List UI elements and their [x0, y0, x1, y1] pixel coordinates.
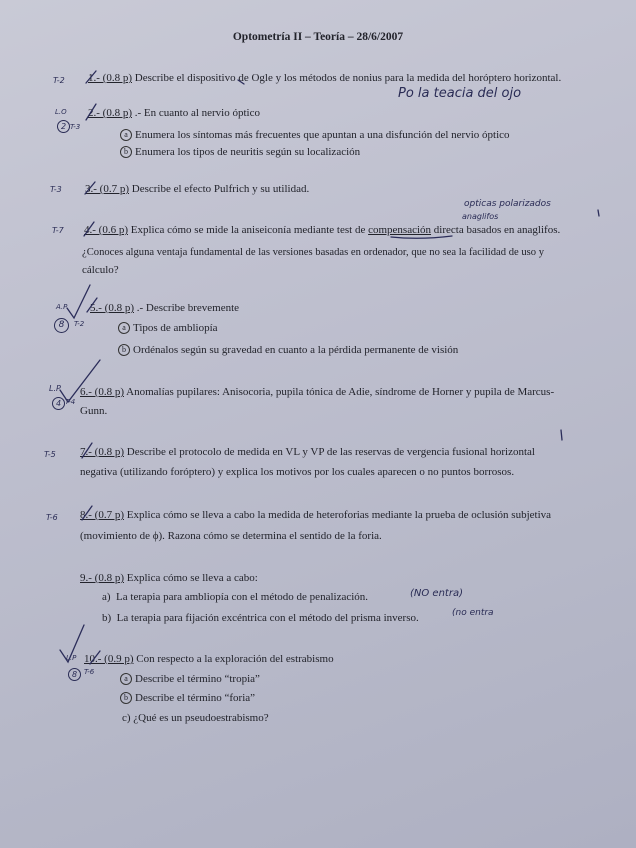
margin-label: T-6: [46, 513, 58, 522]
margin-label: L.O: [55, 108, 67, 116]
question-text: directa basados en anaglifos.: [433, 224, 561, 236]
sub-text: Enumera los síntomas más frecuentes que apuntan a una disfunción del nervio óptico: [135, 129, 510, 141]
question-8: [80, 506, 600, 525]
question-text: Describe el protocolo de medida en VL y VP de las reservas de vergencia fusional horizontal: [126, 446, 535, 458]
tick-mark: [598, 210, 599, 216]
margin-label: T-7: [52, 226, 64, 235]
sub-text: Ordénalos según su gravedad en cuanto a la pérdida permanente de visión: [133, 344, 459, 356]
question-text: Describe el dispositivo de Ogle y los métodos de nonius para la medida del horóptero horizontal.: [134, 72, 562, 84]
question-number: 4.- (0.6 p): [84, 224, 128, 236]
sub-text: La terapia para ambliopía con el método de penalización.: [116, 591, 369, 603]
margin-label: T-4: [65, 398, 76, 406]
question-3: [85, 180, 309, 199]
margin-label: L.P: [66, 654, 77, 662]
question-number: 9.- (0.8 p): [80, 572, 124, 584]
question-4: [84, 221, 600, 240]
question-text: Explica cómo se lleva a cabo la medida de heteroforias mediante la prueba de oclusión subjetiva: [126, 509, 552, 521]
handwritten-note: (no entra: [452, 608, 494, 618]
sub-marker: b: [118, 344, 130, 356]
score-circle: 8: [54, 318, 69, 333]
sub-text: Enumera los tipos de neuritis según su localización: [135, 146, 361, 158]
question-2: [88, 104, 260, 123]
handwritten-note: opticas polarizados: [464, 199, 551, 209]
sub-marker: a: [120, 673, 132, 685]
question-number: 3.- (0.7 p): [85, 183, 129, 195]
sub-marker: c): [122, 712, 131, 724]
question-number: 7.- (0.8 p): [80, 446, 124, 458]
score-circle: 4: [52, 397, 65, 410]
sub-marker: a: [118, 322, 130, 334]
margin-label: T-3: [70, 123, 81, 131]
question-6: [80, 383, 600, 402]
sub-marker: b): [102, 612, 112, 624]
question-7: [80, 443, 600, 462]
question-text: Explica cómo se lleva a cabo:: [126, 572, 258, 584]
handwritten-note: anaglifos: [462, 212, 499, 221]
sub-text: La terapia para fijación excéntrica con el método del prisma inverso.: [116, 612, 419, 624]
sub-marker: b: [120, 146, 132, 158]
sub-text: Tipos de ambliopía: [133, 322, 218, 334]
question-number: 2.- (0.8 p): [88, 107, 132, 119]
handwritten-note: Po la teacia del ojo: [398, 86, 522, 101]
sub-marker: a): [102, 591, 111, 603]
handwritten-note: (NO entra): [410, 588, 463, 599]
question-6-line2: Gunn.: [80, 405, 108, 417]
question-number: 1.- (0.8 p): [88, 72, 132, 84]
question-8-line2: (movimiento de ϕ). Razona cómo se determina el sentido de la foria.: [80, 530, 382, 542]
question-4-line3: cálculo?: [82, 264, 119, 276]
question-number: 8.- (0.7 p): [80, 509, 124, 521]
page-title: Optometría II – Teoría – 28/6/2007: [232, 31, 404, 43]
sub-marker: b: [120, 692, 132, 704]
question-number: 10.- (0.9 p): [84, 653, 134, 665]
subquestion: [118, 320, 218, 336]
subquestion: [120, 690, 255, 706]
subquestion: [120, 127, 510, 143]
question-text: Anomalías pupilares: Anisocoria, pupila tónica de Adie, síndrome de Horner y pupila de Marcus-: [126, 386, 555, 398]
margin-label: A.P: [56, 303, 68, 311]
score-circle: 8: [68, 668, 81, 681]
checkmark: [67, 285, 90, 318]
subquestion: [120, 671, 260, 687]
question-text: Con respecto a la exploración del estrabismo: [136, 653, 334, 665]
question-number: 6.- (0.8 p): [80, 386, 124, 398]
margin-label: T-2: [53, 76, 65, 85]
sub-text: Describe el término “tropia”: [135, 673, 260, 685]
subquestion: [102, 610, 419, 626]
question-number: 5.- (0.8 p): [90, 302, 134, 314]
sub-text: Describe el término “foria”: [135, 692, 256, 704]
subquestion: [118, 342, 458, 358]
question-10: [84, 650, 334, 669]
question-5: [90, 299, 239, 318]
question-text: Explica cómo se mide la aniseiconía mediante test de: [130, 224, 366, 236]
margin-label: L.P: [49, 384, 61, 393]
score-circle: 2: [57, 120, 70, 133]
sub-marker: a: [120, 129, 132, 141]
margin-label: T-5: [44, 450, 56, 459]
subquestion: [122, 710, 269, 726]
question-4-line2: ¿Conoces alguna ventaja fundamental de las versiones basadas en ordenador, que no sea la facilidad de uso y: [82, 247, 545, 258]
question-text: .- En cuanto al nervio óptico: [134, 107, 260, 119]
question-text: .- Describe brevemente: [136, 302, 240, 314]
subquestion: [102, 589, 368, 605]
question-text: Describe el efecto Pulfrich y su utilidad.: [131, 183, 310, 195]
margin-label: T-2: [74, 320, 85, 328]
margin-label: T-3: [50, 185, 62, 194]
sub-text: ¿Qué es un pseudoestrabismo?: [133, 712, 269, 724]
question-7-line2: negativa (utilizando foróptero) y explica los motivos por los cuales aparecen o no puntos borrosos.: [80, 466, 515, 478]
question-text-underlined: compensación: [368, 224, 432, 236]
tick-mark: [561, 430, 562, 440]
subquestion: [120, 144, 360, 160]
margin-label: T-6: [84, 668, 95, 676]
question-9: [80, 569, 258, 588]
